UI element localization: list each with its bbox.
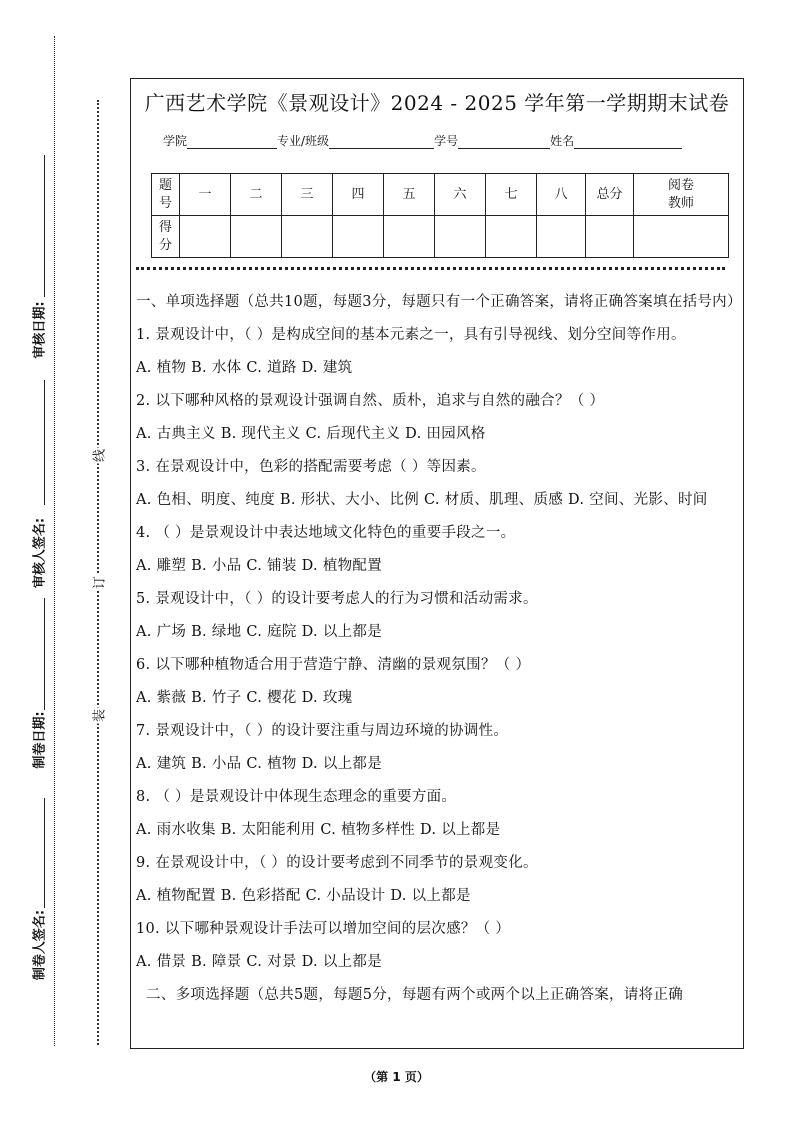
total-score-cell[interactable]	[586, 216, 634, 258]
col-4: 四	[333, 174, 384, 216]
col-5: 五	[384, 174, 435, 216]
exam-frame	[130, 78, 744, 1049]
question-2: 2. 以下哪种风格的景观设计强调自然、质朴，追求与自然的融合？（ ）	[136, 393, 605, 409]
score-cell[interactable]	[180, 216, 231, 258]
binding-margin: 审核日期: 审核人签名: 制卷日期: 制卷人签名:	[0, 0, 60, 1122]
col-8: 八	[537, 174, 586, 216]
college-label: 学院	[163, 134, 188, 148]
exam-content	[136, 291, 741, 1006]
question-5: 5. 景观设计中，（ ）的设计要考虑人的行为习惯和活动需求。	[136, 591, 538, 607]
question-1: 1. 景观设计中，（ ）是构成空间的基本元素之一，具有引导视线、划分空间等作用。	[136, 327, 686, 343]
question-10: 10. 以下哪种景观设计手法可以增加空间的层次感？（ ）	[136, 921, 511, 937]
options-4: A. 雕塑 B. 小品 C. 铺装 D. 植物配置	[136, 558, 383, 574]
question-number-header: 题 号	[152, 174, 180, 216]
name-field[interactable]	[574, 136, 682, 149]
header-separator	[136, 267, 725, 270]
options-5: A. 广场 B. 绿地 C. 庭院 D. 以上都是	[136, 624, 383, 640]
col-2: 二	[231, 174, 282, 216]
reviewer-signature-blank[interactable]	[44, 380, 45, 505]
major-class-field[interactable]	[329, 136, 434, 149]
col-total: 总分	[586, 174, 634, 216]
question-3: 3. 在景观设计中，色彩的搭配需要考虑（ ）等因素。	[136, 459, 486, 475]
score-table-header-row	[152, 174, 729, 216]
preparer-signature-blank[interactable]	[44, 798, 45, 908]
section2-heading: 二、多项选择题（总共5题，每题5分，每题有两个或两个以上正确答案，请将正确	[146, 987, 684, 1003]
options-8: A. 雨水收集 B. 太阳能利用 C. 植物多样性 D. 以上都是	[136, 822, 501, 838]
reviewer-header: 阅卷 教师	[634, 174, 729, 216]
score-cell[interactable]	[435, 216, 486, 258]
review-date-blank[interactable]	[44, 155, 45, 297]
binding-char-bind: 装	[89, 708, 108, 724]
score-cell[interactable]	[486, 216, 537, 258]
question-4: 4. （ ）是景观设计中表达地域文化特色的重要手段之一。	[136, 525, 516, 541]
question-8: 8. （ ）是景观设计中体现生态理念的重要方面。	[136, 789, 457, 805]
student-id-label: 学号	[434, 134, 459, 148]
reviewer-cell[interactable]	[634, 216, 729, 258]
page-number: （第 1 页）	[364, 1070, 429, 1084]
score-cell[interactable]	[537, 216, 586, 258]
score-cell[interactable]	[282, 216, 333, 258]
name-label: 姓名	[550, 134, 575, 148]
options-6: A. 紫薇 B. 竹子 C. 樱花 D. 玫瑰	[136, 690, 353, 706]
question-6: 6. 以下哪种植物适合用于营造宁静、清幽的景观氛围？（ ）	[136, 657, 531, 673]
score-table	[151, 173, 729, 258]
options-1: A. 植物 B. 水体 C. 道路 D. 建筑	[136, 360, 353, 376]
score-header: 得 分	[152, 216, 180, 258]
options-3: A. 色相、明度、纯度 B. 形状、大小、比例 C. 材质、肌理、质感 D. 空间、光影、时间	[136, 492, 708, 508]
options-2: A. 古典主义 B. 现代主义 C. 后现代主义 D. 田园风格	[136, 426, 486, 442]
options-9: A. 植物配置 B. 色彩搭配 C. 小品设计 D. 以上都是	[136, 888, 471, 904]
prepare-date-blank[interactable]	[44, 598, 45, 710]
binding-char-line: 线	[89, 448, 108, 464]
col-1: 一	[180, 174, 231, 216]
score-table-score-row	[152, 216, 729, 258]
col-7: 七	[486, 174, 537, 216]
exam-title: 广西艺术学院《景观设计》2024 - 2025 学年第一学期期末试卷	[144, 91, 730, 115]
margin-dotted-line	[54, 36, 55, 1046]
binding-char-staple: 订	[89, 575, 108, 591]
score-cell[interactable]	[231, 216, 282, 258]
major-class-label: 专业/班级	[277, 134, 330, 148]
student-id-field[interactable]	[458, 136, 550, 149]
student-info-row	[163, 132, 682, 149]
score-cell[interactable]	[333, 216, 384, 258]
col-3: 三	[282, 174, 333, 216]
college-field[interactable]	[187, 136, 277, 149]
question-7: 7. 景观设计中，（ ）的设计要注重与周边环境的协调性。	[136, 723, 509, 739]
col-6: 六	[435, 174, 486, 216]
binding-cut-line	[97, 100, 99, 1045]
section1-heading: 一、单项选择题（总共10题，每题3分，每题只有一个正确答案，请将正确答案填在括号内）	[136, 294, 742, 310]
question-9: 9. 在景观设计中，（ ）的设计要考虑到不同季节的景观变化。	[136, 855, 538, 871]
options-7: A. 建筑 B. 小品 C. 植物 D. 以上都是	[136, 756, 383, 772]
options-10: A. 借景 B. 障景 C. 对景 D. 以上都是	[136, 954, 383, 970]
score-cell[interactable]	[384, 216, 435, 258]
